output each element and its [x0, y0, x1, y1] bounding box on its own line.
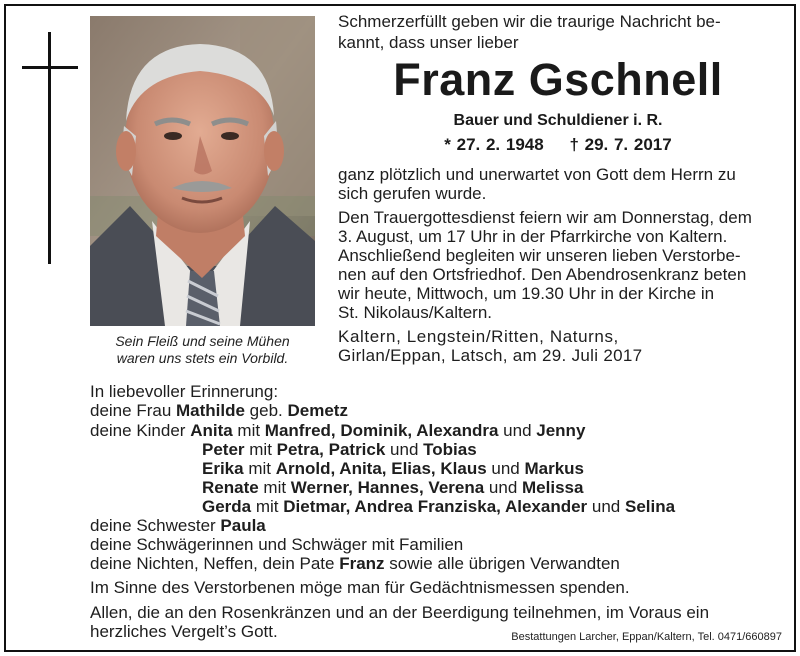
notice-line: nen auf den Ortsfriedhof. Den Abendrosenkranz beten: [338, 265, 747, 284]
family-child: [90, 421, 585, 440]
undertaker-info: Bestattungen Larcher, Eppan/Kaltern, Tel. 0471/660897: [511, 631, 782, 643]
birth-date: * 27. 2. 1948: [444, 135, 544, 154]
family-sister: [90, 516, 266, 535]
relation-label: sowie alle übrigen Verwandten: [384, 554, 620, 573]
connector: und: [587, 497, 625, 516]
relation-label: deine Kinder: [90, 421, 191, 440]
family-child: [202, 478, 583, 497]
family-names: Melissa: [522, 478, 584, 497]
notice-line: ganz plötzlich und unerwartet von Gott dem Herrn zu: [338, 165, 736, 184]
child-name: Erika: [202, 459, 244, 478]
connector: mit: [258, 478, 291, 497]
intro-line: Schmerzerfüllt geben wir die traurige Nachricht be-: [338, 12, 721, 31]
photo-caption: [90, 333, 315, 367]
family-names: Tobias: [423, 440, 477, 459]
life-dates: [338, 135, 778, 155]
profession: Bauer und Schuldiener i. R.: [453, 112, 663, 129]
connector: und: [484, 478, 523, 497]
family-child: [202, 459, 584, 478]
cross-icon-bar: [22, 66, 78, 69]
notice-line: Den Trauergottesdienst feiern wir am Donnerstag, dem: [338, 208, 752, 227]
caption-line: waren uns stets ein Vorbild.: [116, 350, 289, 366]
family-names: Petra, Patrick: [276, 440, 386, 459]
family-inlaws: deine Schwägerinnen und Schwäger mit Familien: [90, 535, 464, 554]
family-names: Selina: [624, 497, 676, 516]
family-names: Arnold, Anita, Elias, Klaus: [275, 459, 487, 478]
caption-line: Sein Fleiß und seine Mühen: [115, 333, 290, 349]
connector: und: [486, 459, 525, 478]
relation-label: geb.: [244, 401, 288, 420]
death-date: † 29. 7. 2017: [569, 135, 672, 154]
wife-name: Mathilde: [176, 401, 245, 420]
relation-label: deine Frau: [90, 401, 176, 420]
godfather-name: Franz: [339, 554, 385, 573]
child-name: Gerda: [202, 497, 252, 516]
family-names: Werner, Hannes, Verena: [290, 478, 485, 497]
family-child: [202, 440, 477, 459]
connector: mit: [251, 497, 284, 516]
family-wife: [90, 401, 348, 420]
deceased-name: Franz Gschnell: [393, 54, 723, 105]
notice-line: sich gerufen wurde.: [338, 184, 487, 203]
memory-heading: In liebevoller Erinnerung:: [90, 382, 279, 401]
family-nephews: [90, 554, 620, 573]
child-name: Anita: [190, 421, 233, 440]
relation-label: deine Nichten, Neffen, dein Pate: [90, 554, 340, 573]
notice-line: Anschließend begleiten wir unseren lieben Verstorbe-: [338, 246, 741, 265]
family-names: Manfred, Dominik, Alexandra: [264, 421, 499, 440]
family-names: Markus: [524, 459, 585, 478]
places-line: Girlan/Eppan, Latsch, am 29. Juli 2017: [338, 346, 643, 365]
portrait-photo: [90, 16, 315, 326]
sister-name: Paula: [220, 516, 266, 535]
intro-line: kannt, dass unser lieber: [338, 33, 519, 52]
notice-line: St. Nikolaus/Kaltern.: [338, 303, 493, 322]
relation-label: deine Schwester: [90, 516, 221, 535]
donation-note: Im Sinne des Verstorbenen möge man für Gedächtnismessen spenden.: [90, 578, 630, 597]
child-name: Peter: [202, 440, 245, 459]
connector: mit: [243, 459, 276, 478]
places-line: Kaltern, Lengstein/Ritten, Naturns,: [338, 327, 619, 346]
connector: und: [498, 421, 537, 440]
child-name: Renate: [202, 478, 259, 497]
notice-line: wir heute, Mittwoch, um 19.30 Uhr in der Kirche in: [338, 284, 715, 303]
connector: mit: [232, 421, 265, 440]
family-child: [202, 497, 675, 516]
thanks-line: herzliches Vergelt’s Gott.: [90, 622, 278, 641]
family-names: Jenny: [536, 421, 586, 440]
maiden-name: Demetz: [287, 401, 348, 420]
thanks-line: Allen, die an den Rosenkränzen und an der Beerdigung teilnehmen, im Voraus ein: [90, 603, 710, 622]
connector: und: [385, 440, 424, 459]
notice-line: 3. August, um 17 Uhr in der Pfarrkirche von Kaltern.: [338, 227, 728, 246]
connector: mit: [244, 440, 277, 459]
family-names: Dietmar, Andrea Franziska, Alexander: [283, 497, 588, 516]
